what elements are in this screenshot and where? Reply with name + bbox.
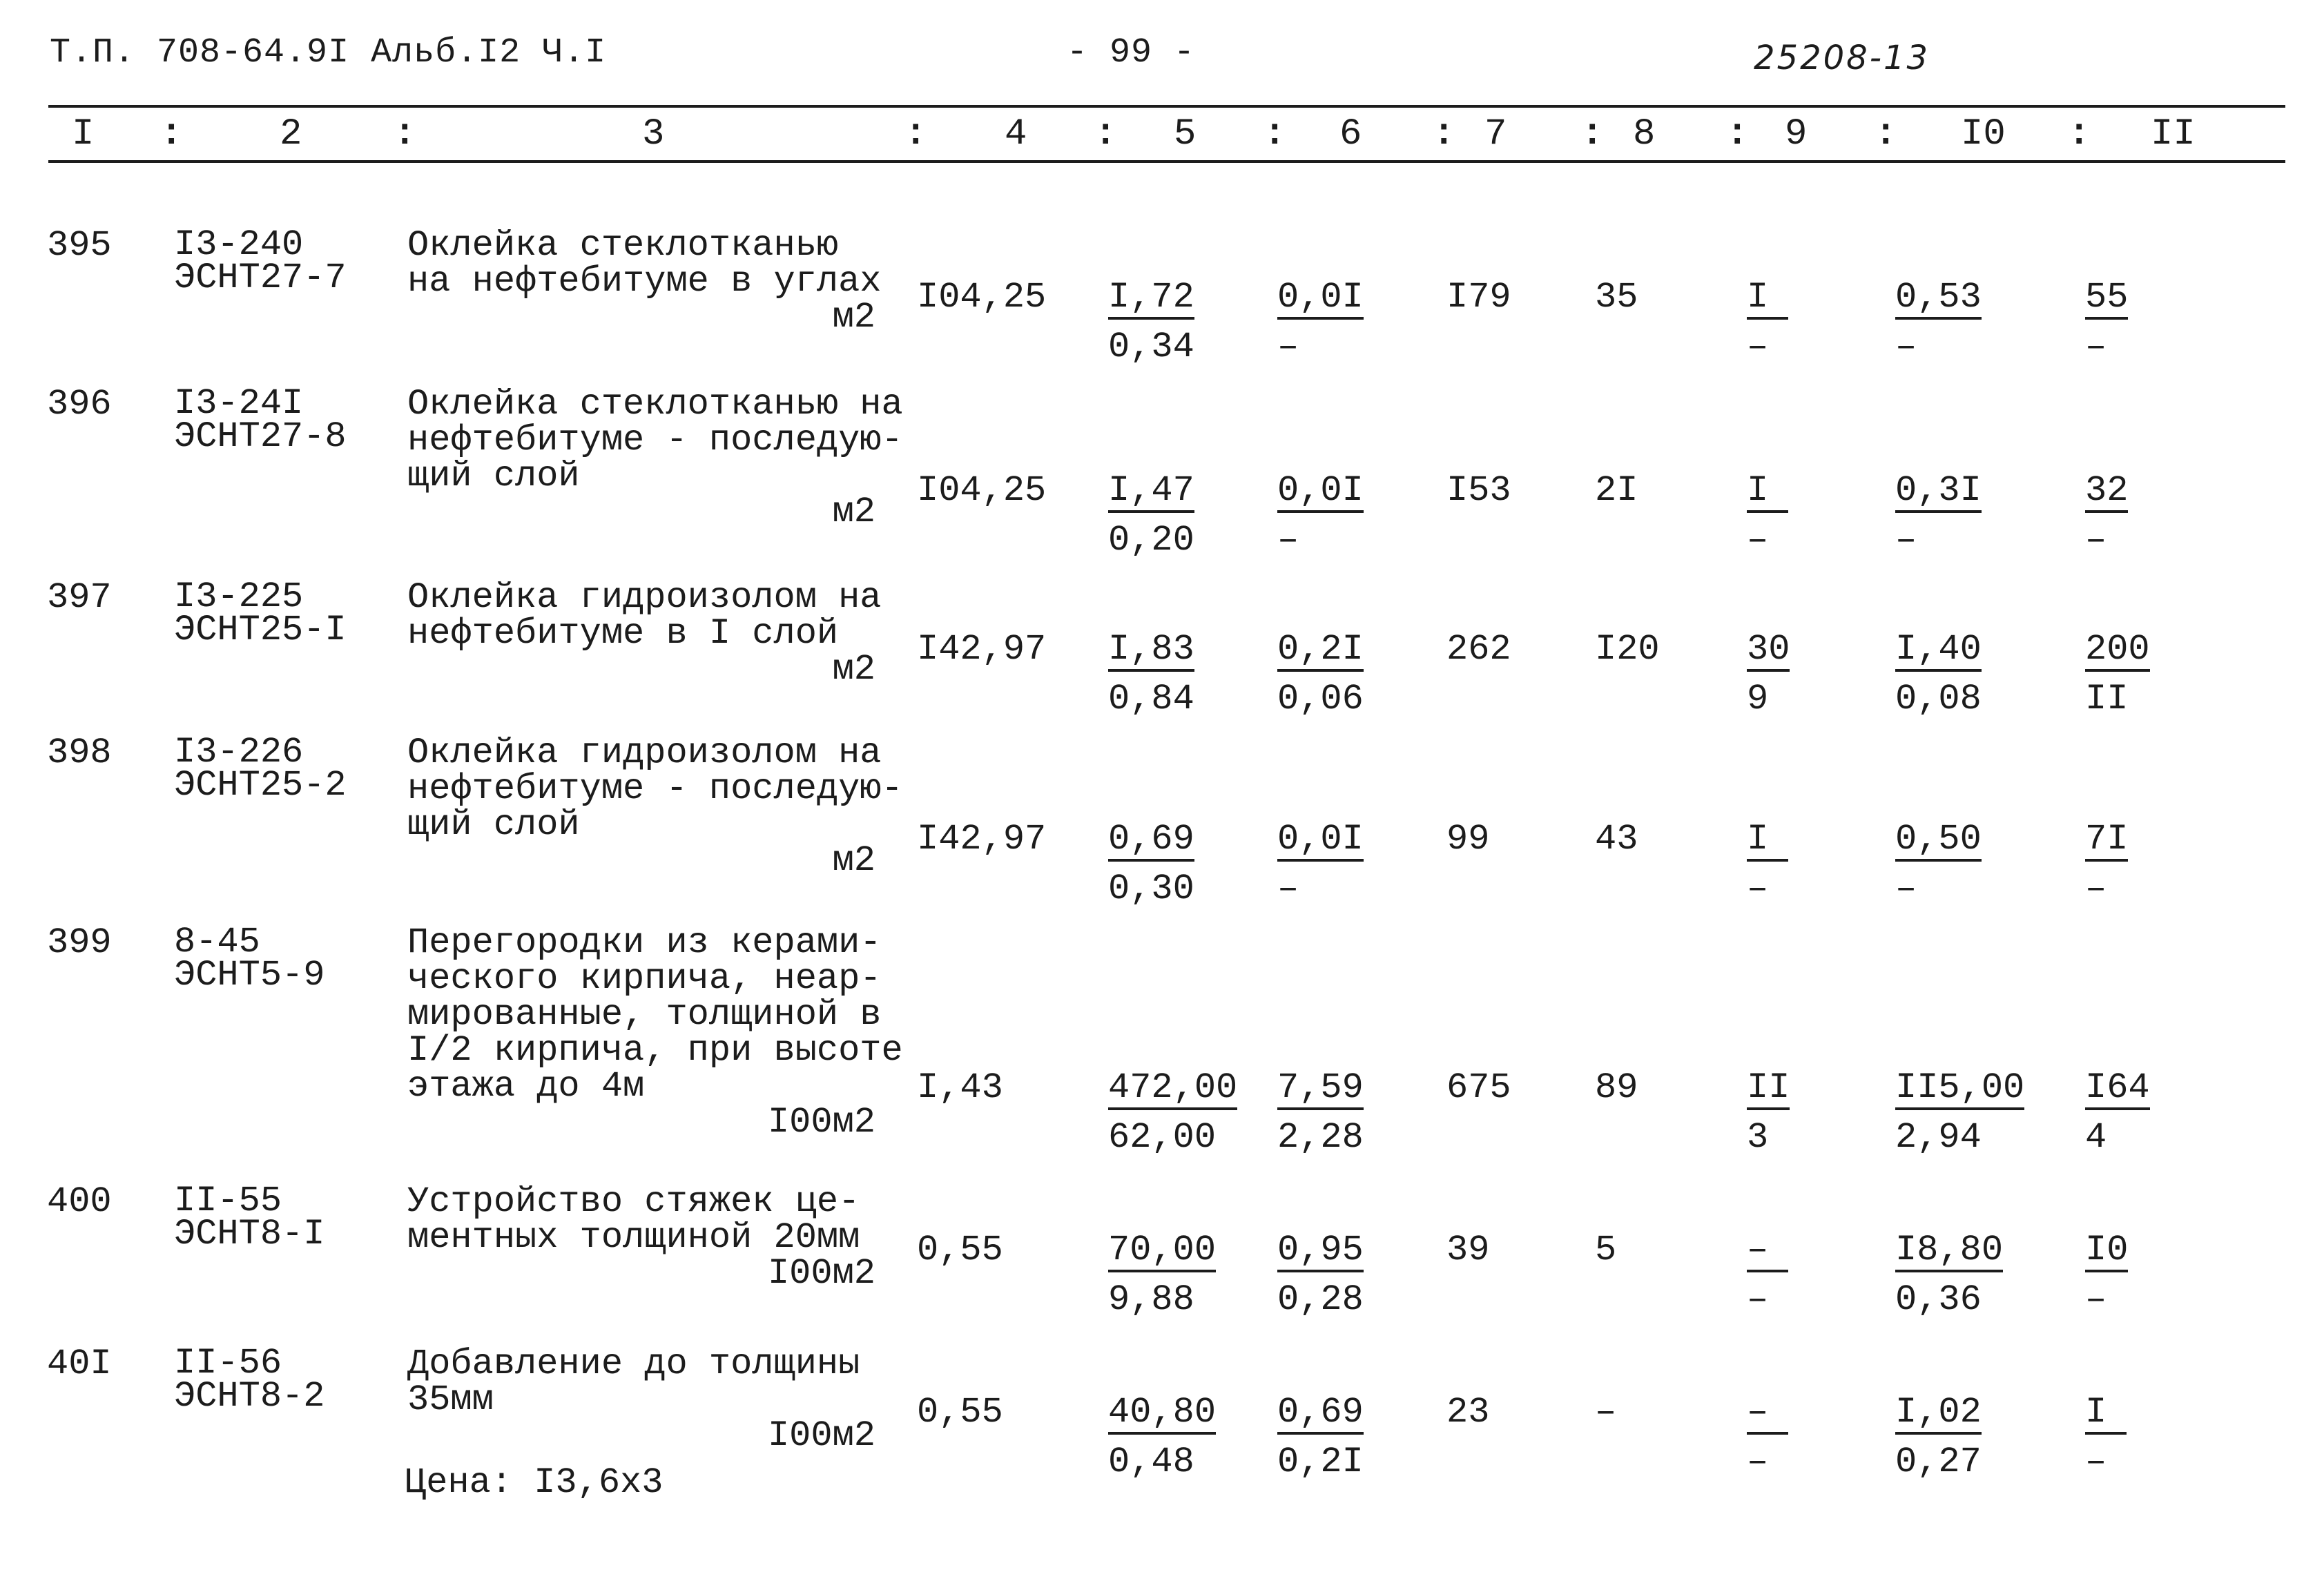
value-col-8: 43 xyxy=(1595,819,1638,860)
description-line: ческого кирпича, неар- xyxy=(407,958,882,999)
fraction-numerator: I,40 xyxy=(1895,632,1982,672)
fraction-denominator: 0,48 xyxy=(1108,1442,1194,1482)
fraction-c6 xyxy=(1277,629,1364,719)
fraction-numerator: 0,50 xyxy=(1895,822,1982,862)
fraction-denominator: – xyxy=(1747,869,1769,909)
fraction-numerator: – xyxy=(1747,1232,1788,1272)
column-number-1: I xyxy=(72,113,95,155)
fraction-c11 xyxy=(2085,1232,2128,1318)
document-reference: Т.П. 708-64.9I Альб.I2 Ч.I xyxy=(50,33,607,72)
fraction-numerator: 200 xyxy=(2085,632,2150,672)
fraction-numerator: 32 xyxy=(2085,473,2128,513)
description-line: щий слой xyxy=(407,456,580,496)
work-description xyxy=(407,735,904,879)
fraction-denominator: – xyxy=(1747,327,1769,367)
norm-code-secondary: ЭСНТ8-I xyxy=(174,1214,325,1254)
quantity: I42,97 xyxy=(917,629,1047,670)
fraction-denominator: – xyxy=(1277,327,1299,367)
fraction-c9 xyxy=(1747,1067,1790,1158)
norm-code: II-55 xyxy=(174,1181,282,1221)
column-separator: : xyxy=(160,113,183,155)
quantity: 0,55 xyxy=(917,1230,1003,1270)
norm-code: II-56 xyxy=(174,1343,282,1384)
value-col-7: 675 xyxy=(1446,1067,1511,1108)
fraction-numerator: 472,00 xyxy=(1108,1070,1237,1110)
description-line: на нефтебитуме в углах xyxy=(407,261,882,302)
column-number-5: 5 xyxy=(1174,113,1197,155)
column-number-2: 2 xyxy=(280,113,302,155)
fraction-c9 xyxy=(1747,470,1788,561)
fraction-numerator: I xyxy=(2085,1395,2127,1435)
fraction-numerator: 0,0I xyxy=(1277,473,1364,513)
measure-unit: м2 xyxy=(832,492,875,532)
fraction-c11 xyxy=(2085,629,2150,719)
description-line: ментных толщиной 20мм xyxy=(407,1217,860,1258)
fraction-c10 xyxy=(1895,819,1982,909)
norm-code-secondary: ЭСНТ27-8 xyxy=(174,416,347,457)
fraction-numerator: I,02 xyxy=(1895,1395,1982,1435)
page-number: - 99 - xyxy=(1067,33,1196,72)
column-separator: : xyxy=(1433,113,1455,155)
value-col-8: 35 xyxy=(1595,277,1638,318)
fraction-numerator: 0,0I xyxy=(1277,822,1364,862)
fraction-c9 xyxy=(1747,629,1790,719)
norm-code: 8-45 xyxy=(174,922,260,962)
fraction-c5 xyxy=(1108,819,1194,909)
description-line: I/2 кирпича, при высоте xyxy=(407,1030,903,1071)
description-line: нефтебитуме - последую- xyxy=(407,768,903,809)
value-col-7: 99 xyxy=(1446,819,1490,860)
fraction-c6 xyxy=(1277,1392,1364,1482)
quantity: I,43 xyxy=(917,1067,1003,1108)
fraction-numerator: 7I xyxy=(2085,822,2128,862)
row-number: 397 xyxy=(47,577,112,618)
column-number-9: 9 xyxy=(1785,113,1808,155)
work-description xyxy=(407,384,904,532)
fraction-c11 xyxy=(2085,1392,2127,1482)
fraction-denominator: 4 xyxy=(2085,1117,2107,1158)
fraction-c5 xyxy=(1108,1232,1216,1318)
fraction-numerator: 0,69 xyxy=(1108,822,1194,862)
fraction-denominator: – xyxy=(2085,869,2107,909)
fraction-c6 xyxy=(1277,277,1364,367)
fraction-c5 xyxy=(1108,470,1194,561)
column-separator: : xyxy=(904,113,927,155)
fraction-numerator: II xyxy=(1747,1070,1790,1110)
price-note: Цена: I3,6х3 xyxy=(405,1462,664,1503)
fraction-denominator: – xyxy=(1747,1279,1769,1320)
fraction-c5 xyxy=(1108,1392,1217,1482)
norm-code-secondary: ЭСНТ27-7 xyxy=(174,258,347,298)
work-description xyxy=(407,225,904,338)
value-col-7: I53 xyxy=(1446,470,1511,511)
row-number: 395 xyxy=(47,225,112,266)
row-number: 396 xyxy=(47,384,112,425)
fraction-c10 xyxy=(1895,1067,2025,1158)
measure-unit: I00м2 xyxy=(767,1102,875,1143)
measure-unit: I00м2 xyxy=(767,1253,875,1294)
value-col-7: I79 xyxy=(1446,277,1511,318)
fraction-denominator: – xyxy=(1895,869,1917,909)
measure-unit: I00м2 xyxy=(767,1415,875,1456)
fraction-denominator: 0,36 xyxy=(1895,1279,1982,1320)
fraction-denominator: – xyxy=(1895,520,1917,561)
norm-code-secondary: ЭСНТ25-2 xyxy=(174,765,347,806)
fraction-numerator: 30 xyxy=(1747,632,1790,672)
norm-code: I3-226 xyxy=(174,732,304,773)
fraction-c11 xyxy=(2085,819,2129,909)
norm-code-secondary: ЭСНТ25-I xyxy=(174,610,347,650)
description-line: 35мм xyxy=(407,1379,494,1420)
column-number-7: 7 xyxy=(1484,113,1507,155)
fraction-denominator: 0,20 xyxy=(1108,520,1194,561)
description-line: Перегородки из керами- xyxy=(407,922,882,963)
fraction-denominator: – xyxy=(1895,327,1917,367)
fraction-c9 xyxy=(1747,1392,1788,1482)
row-number: 399 xyxy=(47,922,112,963)
fraction-denominator: – xyxy=(1277,869,1299,909)
fraction-denominator: 0,34 xyxy=(1108,327,1194,367)
fraction-numerator: I8,80 xyxy=(1895,1232,2003,1272)
fraction-numerator: 7,59 xyxy=(1277,1070,1364,1110)
fraction-denominator: 2,28 xyxy=(1277,1117,1364,1158)
fraction-denominator: 9,88 xyxy=(1108,1279,1194,1320)
fraction-numerator: I64 xyxy=(2085,1070,2150,1110)
fraction-c10 xyxy=(1895,629,1982,719)
description-line: щий слой xyxy=(407,804,580,845)
fraction-numerator: I,72 xyxy=(1108,280,1194,320)
norm-code: I3-225 xyxy=(174,576,304,617)
description-line: нефтебитуме - последую- xyxy=(407,420,903,460)
fraction-numerator: I,83 xyxy=(1108,632,1194,672)
fraction-denominator: 3 xyxy=(1747,1117,1769,1158)
column-number-3: 3 xyxy=(642,113,665,155)
measure-unit: м2 xyxy=(832,297,875,338)
value-col-8: I20 xyxy=(1595,629,1660,670)
fraction-numerator: 0,2I xyxy=(1277,632,1364,672)
quantity: I04,25 xyxy=(917,470,1047,511)
fraction-c10 xyxy=(1895,1392,1982,1482)
row-number: 400 xyxy=(47,1181,112,1222)
fraction-c5 xyxy=(1108,629,1194,719)
fraction-c10 xyxy=(1895,470,1982,561)
table-top-rule xyxy=(48,105,2285,108)
fraction-c10 xyxy=(1895,277,1982,367)
column-separator: : xyxy=(394,113,416,155)
fraction-numerator: I xyxy=(1747,822,1788,862)
column-number-11: II xyxy=(2151,113,2196,155)
fraction-denominator: 0,08 xyxy=(1895,679,1982,719)
fraction-denominator: 0,30 xyxy=(1108,869,1194,909)
fraction-c11 xyxy=(2085,277,2129,367)
handwritten-code: 25208-13 xyxy=(1754,39,1930,77)
column-number-4: 4 xyxy=(1005,113,1027,155)
column-number-8: 8 xyxy=(1633,113,1656,155)
fraction-c10 xyxy=(1895,1232,2003,1318)
fraction-denominator: II xyxy=(2085,679,2129,719)
fraction-denominator: – xyxy=(2085,1442,2107,1482)
description-line: Оклейка стеклотканью xyxy=(407,225,839,266)
fraction-denominator: 0,2I xyxy=(1277,1442,1364,1482)
fraction-denominator: 2,94 xyxy=(1895,1117,1982,1158)
column-separator: : xyxy=(1726,113,1749,155)
fraction-denominator: – xyxy=(1747,520,1769,561)
fraction-c5 xyxy=(1108,277,1194,367)
fraction-c5 xyxy=(1108,1067,1238,1158)
fraction-numerator: 0,3I xyxy=(1895,473,1982,513)
fraction-c11 xyxy=(2085,470,2129,561)
column-number-10: I0 xyxy=(1961,113,2006,155)
norm-code-secondary: ЭСНТ5-9 xyxy=(174,955,325,996)
fraction-c9 xyxy=(1747,819,1788,909)
fraction-denominator: – xyxy=(1277,520,1299,561)
quantity: 0,55 xyxy=(917,1392,1003,1433)
column-separator: : xyxy=(1581,113,1604,155)
measure-unit: м2 xyxy=(832,840,875,881)
fraction-c11 xyxy=(2085,1067,2150,1158)
fraction-numerator: 0,0I xyxy=(1277,280,1364,320)
table-header-rule xyxy=(48,160,2285,163)
fraction-denominator: – xyxy=(2085,520,2107,561)
description-line: этажа до 4м xyxy=(407,1066,645,1107)
column-number-6: 6 xyxy=(1339,113,1362,155)
value-col-8: 89 xyxy=(1595,1067,1638,1108)
work-description xyxy=(407,1346,904,1454)
fraction-denominator: – xyxy=(2085,327,2107,367)
measure-unit: м2 xyxy=(832,649,875,690)
value-col-8: 5 xyxy=(1595,1230,1617,1270)
description-line: Добавление до толщины xyxy=(407,1344,860,1384)
fraction-c6 xyxy=(1277,1232,1364,1318)
quantity: I42,97 xyxy=(917,819,1047,860)
column-separator: : xyxy=(2068,113,2091,155)
description-line: Оклейка стеклотканью на xyxy=(407,384,903,425)
fraction-c6 xyxy=(1277,1067,1364,1158)
work-description xyxy=(407,577,904,690)
fraction-numerator: 0,53 xyxy=(1895,280,1982,320)
fraction-c9 xyxy=(1747,1232,1788,1318)
fraction-numerator: – xyxy=(1747,1395,1788,1435)
column-separator: : xyxy=(1094,113,1117,155)
norm-code: I3-24I xyxy=(174,383,304,424)
column-separator: : xyxy=(1875,113,1897,155)
fraction-numerator: I xyxy=(1747,280,1788,320)
value-col-7: 262 xyxy=(1446,629,1511,670)
description-line: Устройство стяжек це- xyxy=(407,1181,860,1222)
fraction-numerator: 0,95 xyxy=(1277,1232,1364,1272)
fraction-numerator: 70,00 xyxy=(1108,1232,1216,1272)
fraction-denominator: 0,28 xyxy=(1277,1279,1364,1320)
fraction-numerator: II5,00 xyxy=(1895,1070,2024,1110)
description-line: нефтебитуме в I слой xyxy=(407,613,839,654)
fraction-denominator: 0,84 xyxy=(1108,679,1194,719)
work-description xyxy=(407,922,904,1143)
column-separator: : xyxy=(1263,113,1286,155)
fraction-c6 xyxy=(1277,470,1364,561)
fraction-denominator: – xyxy=(1747,1442,1769,1482)
norm-code-secondary: ЭСНТ8-2 xyxy=(174,1376,325,1417)
fraction-numerator: 55 xyxy=(2085,280,2128,320)
fraction-denominator: 0,06 xyxy=(1277,679,1364,719)
work-description xyxy=(407,1181,904,1294)
row-number: 40I xyxy=(47,1344,112,1384)
fraction-denominator: 0,27 xyxy=(1895,1442,1982,1482)
fraction-c6 xyxy=(1277,819,1364,909)
fraction-denominator: – xyxy=(2085,1279,2107,1320)
quantity: I04,25 xyxy=(917,277,1047,318)
fraction-numerator: 0,69 xyxy=(1277,1395,1364,1435)
column-number-row xyxy=(0,113,2324,157)
norm-code: I3-240 xyxy=(174,224,304,265)
description-line: мированные, толщиной в xyxy=(407,994,882,1035)
fraction-c9 xyxy=(1747,277,1788,367)
value-col-8: – xyxy=(1595,1392,1617,1433)
description-line: Оклейка гидроизолом на xyxy=(407,577,882,618)
value-col-7: 39 xyxy=(1446,1230,1490,1270)
value-col-7: 23 xyxy=(1446,1392,1490,1433)
fraction-denominator: 62,00 xyxy=(1108,1117,1217,1158)
description-line: Оклейка гидроизолом на xyxy=(407,733,882,773)
fraction-numerator: 40,80 xyxy=(1108,1395,1216,1435)
fraction-denominator: 9 xyxy=(1747,679,1769,719)
fraction-numerator: I,47 xyxy=(1108,473,1194,513)
value-col-8: 2I xyxy=(1595,470,1638,511)
fraction-numerator: I xyxy=(1747,473,1788,513)
row-number: 398 xyxy=(47,733,112,773)
fraction-numerator: I0 xyxy=(2085,1232,2128,1272)
